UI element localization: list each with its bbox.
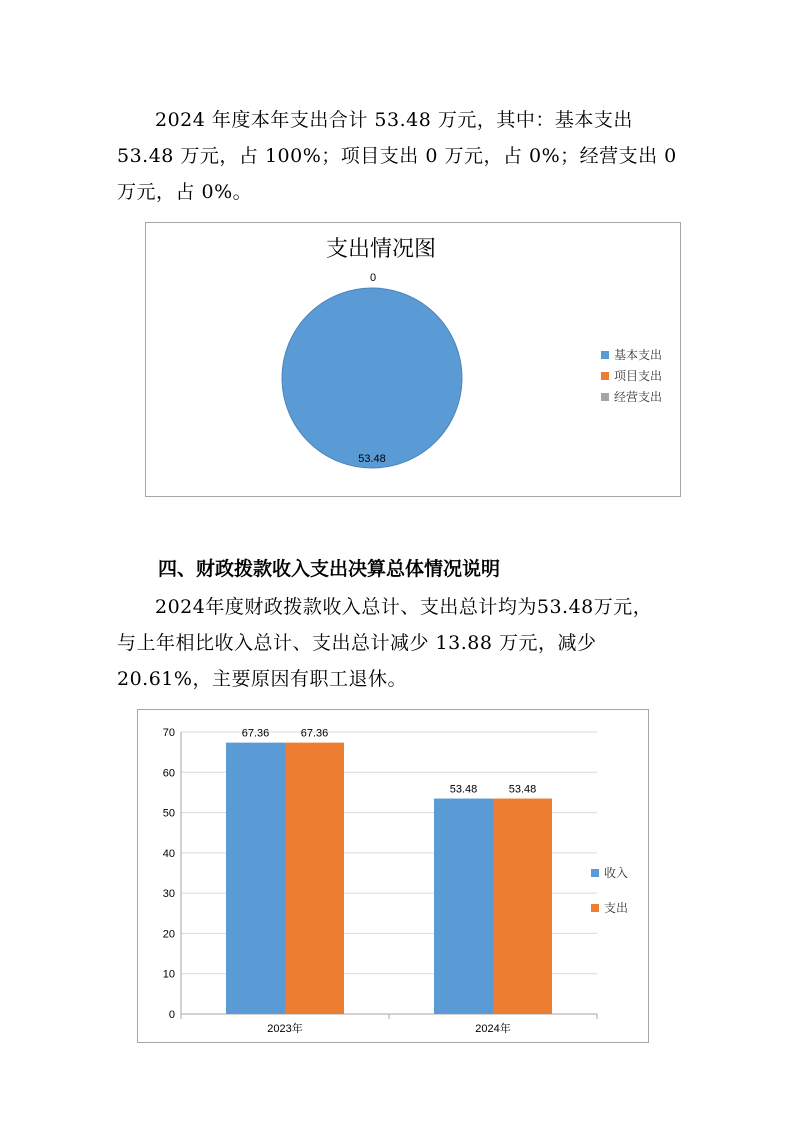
legend-label: 支出 — [604, 901, 629, 915]
pie-slice-basic-expenditure — [282, 288, 462, 468]
expenditure-summary-paragraph — [117, 102, 677, 210]
paragraph-line: 20.61%，主要原因有职工退休。 — [117, 668, 407, 690]
bar-expenditure — [493, 799, 552, 1014]
bar-chart-svg — [138, 710, 648, 1042]
legend-label: 收入 — [604, 866, 629, 880]
section-heading: 四、财政拨款收入支出决算总体情况说明 — [158, 558, 501, 580]
pie-data-label-zero: 0 — [369, 272, 377, 284]
bar-income — [434, 799, 493, 1014]
y-tick-label: 20 — [162, 928, 175, 941]
legend-swatch-project — [601, 372, 609, 380]
y-tick-label: 10 — [162, 968, 175, 981]
bar-income — [226, 743, 285, 1014]
pie-chart-svg — [146, 223, 680, 496]
y-tick-label: 30 — [162, 888, 175, 901]
x-category-label: 2024年 — [475, 1023, 511, 1035]
legend-label-project: 项目支出 — [614, 369, 663, 383]
legend-swatch-operating — [601, 393, 609, 401]
y-tick-label: 40 — [162, 847, 175, 860]
pie-chart-title: 支出情况图 — [325, 236, 437, 261]
paragraph-line: 2024 年度本年支出合计 53.48 万元，其中：基本支出 — [155, 109, 633, 131]
y-tick-label: 70 — [162, 727, 175, 739]
income-expenditure-bar-chart — [137, 709, 649, 1043]
bar-data-label: 53.48 — [449, 783, 478, 796]
paragraph-line: 与上年相比收入总计、支出总计减少 13.88 万元，减少 — [117, 632, 597, 654]
legend-swatch — [591, 869, 599, 877]
x-category-label: 2023年 — [267, 1023, 303, 1035]
pie-data-label-basic: 53.48 — [358, 453, 386, 465]
fiscal-appropriation-paragraph — [117, 589, 677, 697]
paragraph-line: 2024年度财政拨款收入总计、支出总计均为53.48万元， — [155, 596, 653, 618]
bar-data-label: 67.36 — [300, 727, 329, 740]
legend-label-basic: 基本支出 — [614, 348, 663, 362]
expenditure-pie-chart — [145, 222, 681, 497]
y-tick-label: 0 — [168, 1009, 175, 1021]
bar-expenditure — [285, 743, 344, 1014]
bar-data-label: 53.48 — [508, 783, 537, 796]
bar-data-label: 67.36 — [241, 727, 270, 740]
paragraph-line: 万元，占 0%。 — [117, 181, 253, 203]
legend-swatch — [591, 904, 599, 912]
paragraph-line: 53.48 万元，占 100%；项目支出 0 万元，占 0%；经营支出 0 — [117, 145, 677, 167]
y-tick-label: 50 — [162, 807, 175, 820]
y-tick-label: 60 — [162, 767, 175, 780]
legend-swatch-basic — [601, 351, 609, 359]
legend-label-operating: 经营支出 — [614, 390, 663, 404]
